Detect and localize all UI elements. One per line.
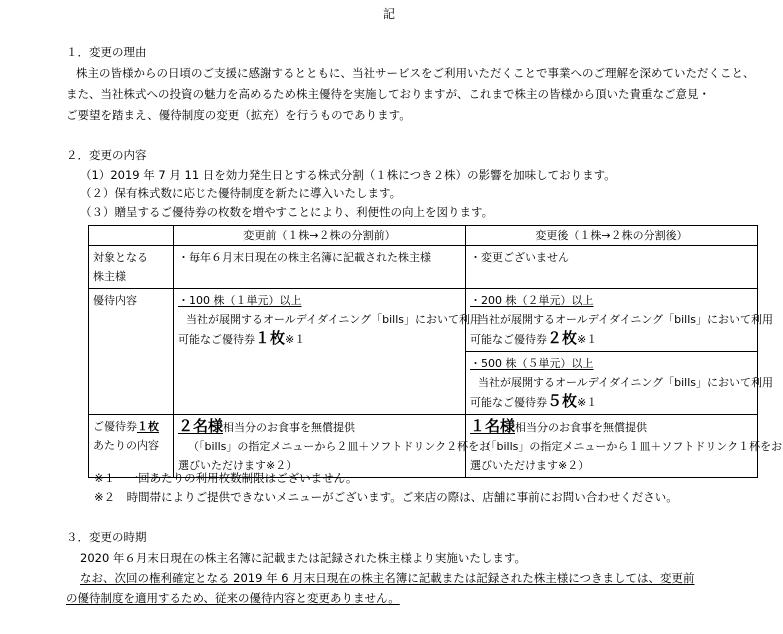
table-header-row xyxy=(89,226,758,246)
row-label-per-voucher xyxy=(89,415,174,478)
footnote-1: ※１ 一回あたりの利用枚数制限はございません。 xyxy=(94,471,358,485)
row-label-line: あたりの内容 xyxy=(93,439,159,452)
benefit-before-desc: 当社が展開するオールデイダイニング「bills」において利用 xyxy=(186,313,482,326)
benefit-after-count: ２枚 xyxy=(547,329,578,347)
footnote-ref: ※１ xyxy=(577,333,598,346)
benefit-before-count: １枚 xyxy=(255,329,286,347)
header-empty-cell xyxy=(89,226,174,246)
footnote-2: ※２ 時間帯によりご提供できないメニューがございます。ご来店の際は、店舗に事前にお問い合わせください。 xyxy=(94,490,678,504)
per-voucher-before-detail: 選びいただけます※２） xyxy=(178,459,298,472)
benefit-before-tier: ・100 株（１単元）以上 xyxy=(178,294,302,307)
section-1-heading: １．変更の理由 xyxy=(66,45,147,59)
row-label-benefit xyxy=(89,289,174,415)
eligible-before-cell xyxy=(174,246,466,289)
benefit-after-count-label: 可能なご優待券 xyxy=(470,333,547,346)
benefit-after-desc: 当社が展開するオールデイダイニング「bills」において利用 xyxy=(478,376,774,389)
per-voucher-after-line xyxy=(470,417,753,437)
benefit-after-count: ５枚 xyxy=(547,392,578,410)
eligible-after-cell xyxy=(466,246,758,289)
benefit-before-count-line xyxy=(178,329,461,349)
section-3-line: なお、次回の権利確定となる 2019 年 6 月末日現在の株主名簿に記載または記録された株主様につきましては、変更前 xyxy=(80,571,695,585)
section-3-heading: ３．変更の時期 xyxy=(66,530,147,544)
eligible-after: ・変更ございません xyxy=(470,251,569,264)
per-voucher-before-text: 相当分のお食事を無償提供 xyxy=(223,421,356,434)
section-1-line: 株主の皆様からの日頃のご支援に感謝するとともに、当社サービスをご利用いただくことで事業へのご理解を深めていただくこと、 xyxy=(76,66,755,80)
footnote-ref: ※１ xyxy=(285,333,306,346)
benefit-after-desc: 当社が展開するオールデイダイニング「bills」において利用 xyxy=(478,313,774,326)
per-voucher-after-cell xyxy=(466,415,783,478)
benefit-before-cell xyxy=(174,289,482,415)
section-2-heading: ２．変更の内容 xyxy=(66,148,147,162)
row-label-line: 対象となる xyxy=(93,251,148,264)
table-row xyxy=(89,246,758,289)
per-voucher-before-detail: （「bills」の指定メニューから２皿＋ソフトドリンク２杯をお xyxy=(188,440,491,453)
footnote-ref: ※１ xyxy=(577,396,598,409)
benefit-after-cell xyxy=(466,289,774,415)
section-1-line: また、当社株式への投資の魅力を高めるため株主優待を実施しておりますが、これまで株主の皆様から頂いた貴重なご意見・ xyxy=(66,87,710,101)
benefit-after-tier: ・200 株（２単元）以上 xyxy=(470,294,594,307)
document-title: 記 xyxy=(383,7,396,21)
section-3-line: 2020 年６月末日現在の株主名簿に記載または記録された株主様より実施いたします。 xyxy=(80,551,526,565)
section-2-item: （２）保有株式数に応じた優待制度を新たに導入いたします。 xyxy=(80,186,402,200)
row-label-text: ご優待券 xyxy=(93,420,137,433)
row-label-eligible xyxy=(89,246,174,289)
row-label-line: 優待内容 xyxy=(93,294,137,307)
section-1-line: ご要望を踏まえ、優待制度の変更（拡充）を行うものであります。 xyxy=(66,108,411,122)
per-voucher-after-detail: 選びいただけます※２） xyxy=(470,459,590,472)
eligible-before: ・毎年６月末日現在の株主名簿に記載された株主様 xyxy=(178,251,431,264)
benefit-before-count-label: 可能なご優待券 xyxy=(178,333,255,346)
per-voucher-before-line xyxy=(178,417,461,437)
per-voucher-after-text: 相当分のお食事を無償提供 xyxy=(515,421,648,434)
per-voucher-after-persons: １名様 xyxy=(470,417,516,435)
section-2-item: （1）2019 年 7 月 11 日を効力発生日とする株式分割（１株につき２株）の影響を加味しております。 xyxy=(80,168,616,182)
header-after: 変更後（１株→２株の分割後） xyxy=(466,226,758,246)
benefit-after-count-line xyxy=(470,329,753,349)
row-label-emphasis: １枚 xyxy=(137,420,159,433)
per-voucher-after-detail: （「bills」の指定メニューから１皿＋ソフトドリンク１杯をお xyxy=(480,440,783,453)
row-label-line: 株主様 xyxy=(93,270,126,283)
section-2-item: （３）贈呈するご優待券の枚数を増やすことにより、利便性の向上を図ります。 xyxy=(80,205,494,219)
benefit-comparison-table xyxy=(88,225,783,478)
per-voucher-before-persons: ２名様 xyxy=(178,417,224,435)
row-label-line xyxy=(93,417,169,436)
section-3-line: の優待制度を適用するため、従来の優待内容と変更ありません。 xyxy=(66,591,400,605)
benefit-after-tier-2 xyxy=(466,351,774,412)
benefit-after-count-label: 可能なご優待券 xyxy=(470,396,547,409)
benefit-after-tier: ・500 株（５単元）以上 xyxy=(470,357,594,370)
per-voucher-before-cell xyxy=(174,415,491,478)
benefit-after-count-line xyxy=(470,392,753,412)
header-before: 変更前（１株→２株の分割前） xyxy=(174,226,466,246)
table-row xyxy=(89,415,758,478)
table-row xyxy=(89,289,758,415)
